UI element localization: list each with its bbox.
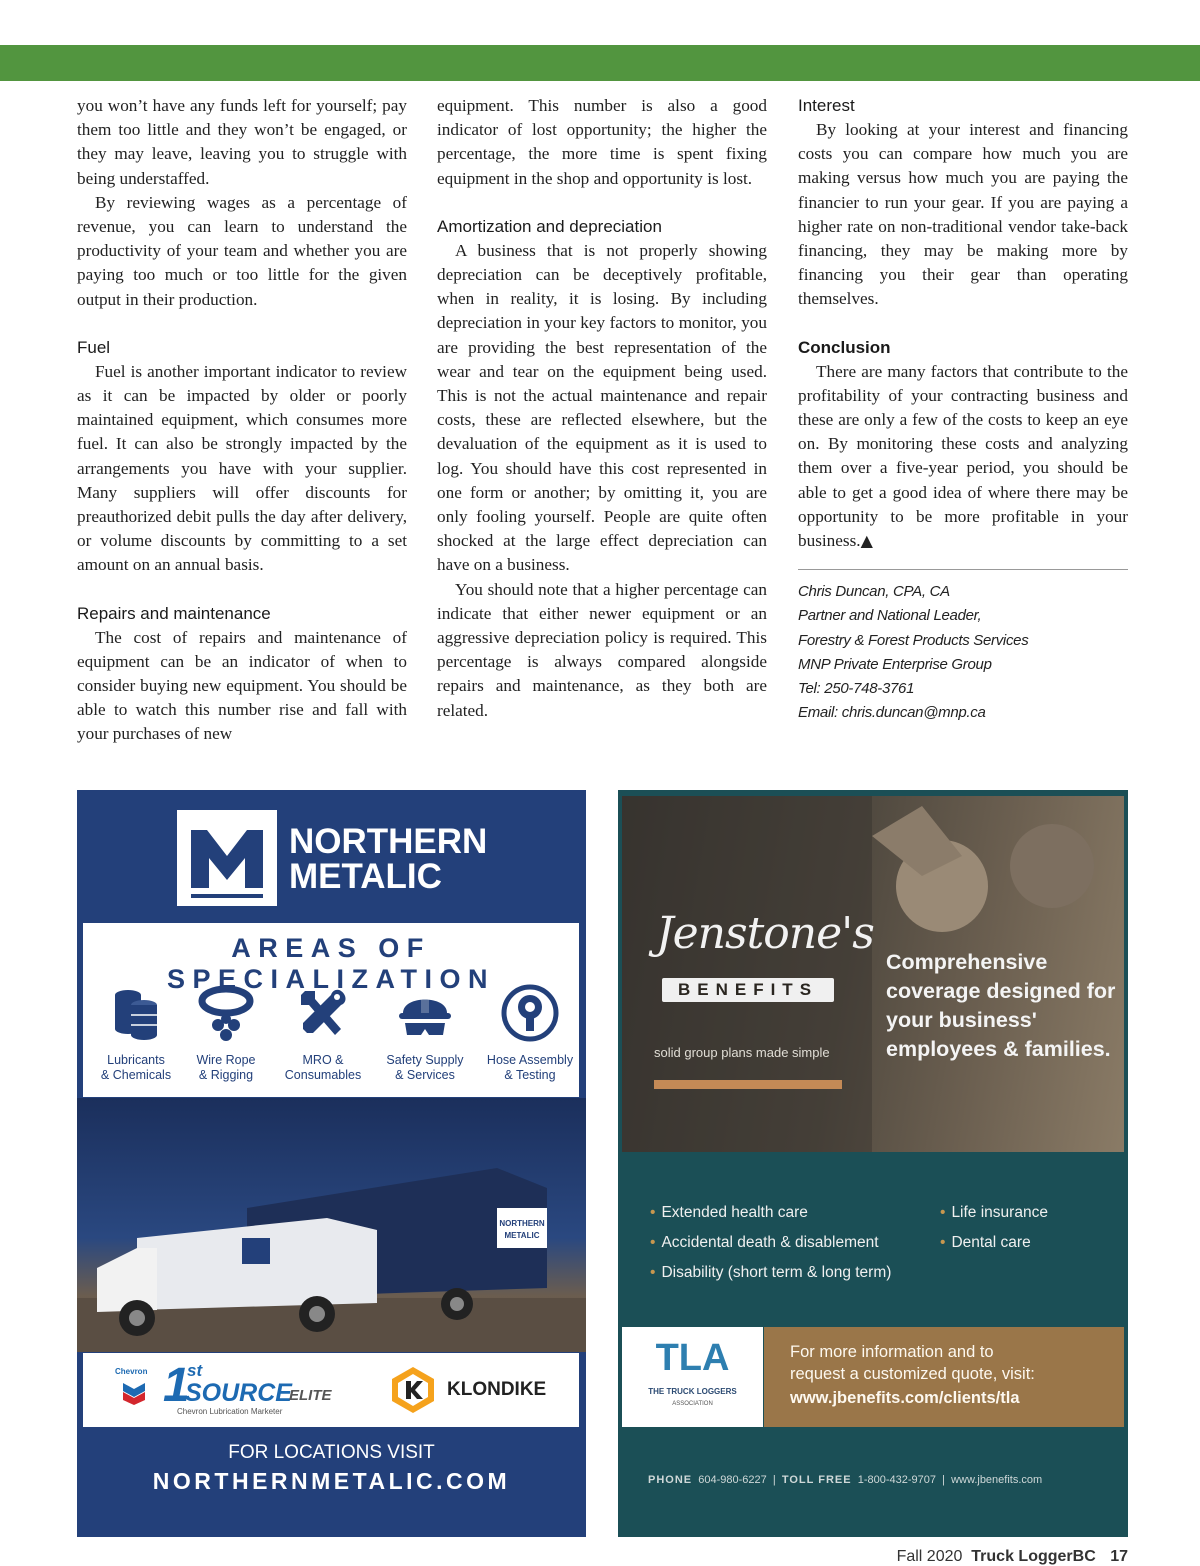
bullet-icon: •	[940, 1234, 946, 1251]
klondike-text: KLONDIKE	[447, 1379, 547, 1400]
first-source-st: st	[187, 1361, 203, 1380]
author-department: Forestry & Forest Products Services	[798, 631, 1029, 649]
bullet-icon: •	[650, 1204, 656, 1221]
truck-rear-label-2: METALIC	[504, 1231, 540, 1240]
phone-number[interactable]: 604-980-6227	[698, 1474, 767, 1486]
tla-logo	[622, 1327, 763, 1427]
quote-info-panel	[764, 1327, 1124, 1427]
label-line-1: Hose Assembly	[486, 1053, 574, 1067]
wire-rope-icon	[196, 983, 256, 1043]
specialization-safety	[379, 983, 471, 1082]
paragraph: You should note that a higher percentage can indicate that either newer equipment or an aggressive depreciation policy is required. This percentage is always compared alongside repairs and maintenance, as they both are related.	[437, 579, 767, 720]
paragraph: equipment. This number is also a good indicator of lost opportunity; the higher the percentage, the more time is spent fixing equipment in the shop and opportunity is lost.	[437, 96, 767, 188]
specialization-wire-rope	[180, 983, 272, 1082]
label-line-2: Consumables	[284, 1067, 362, 1082]
tree-end-mark-icon: ▲	[860, 531, 873, 551]
first-source-logo	[163, 1361, 363, 1421]
paragraph: By reviewing wages as a percentage of revenue, you can learn to understand the productivity of your team and whether you are paying too much or too little for the given output in their production.	[77, 192, 407, 309]
label-line-2: & Chemicals	[100, 1067, 172, 1082]
brand-line-1: NORTHERN	[289, 822, 488, 861]
paragraph: By looking at your interest and financing costs you can compare how much you are making versus how much you are paying the financier to run your gear. If you are paying a higher rate on non-traditional vendor take-back financing, they may be making more by financing you their gear than operating themselves.	[798, 120, 1128, 309]
brand-line-2: METALIC	[289, 857, 442, 896]
benefits-tagline: solid group plans made simple	[654, 1045, 830, 1060]
northern-metalic-ad[interactable]	[77, 790, 586, 1537]
info-line-1: For more information and to	[790, 1343, 994, 1361]
specialization-panel	[83, 923, 579, 1097]
quote-url[interactable]: www.jbenefits.com/clients/tla	[790, 1389, 1020, 1407]
article-column-2	[437, 94, 767, 723]
truck-rear-label: NORTHERN	[499, 1219, 545, 1228]
section-heading-fuel: Fuel	[77, 337, 111, 357]
list-item-text: Life insurance	[951, 1204, 1048, 1221]
label-line-2: & Testing	[504, 1067, 556, 1082]
article-column-1	[77, 94, 407, 747]
issue-label: Fall 2020	[896, 1548, 963, 1565]
chevron-text: Chevron	[115, 1367, 148, 1376]
tla-acronym: TLA	[655, 1337, 730, 1379]
first-source-number: 1	[163, 1359, 190, 1412]
hardhat-icon	[395, 983, 455, 1043]
northern-metalic-logo-icon	[177, 810, 277, 906]
author-name: Chris Duncan, CPA, CA	[798, 583, 950, 601]
klondike-logo-icon	[388, 1365, 438, 1415]
author-email[interactable]: Email: chris.duncan@mnp.ca	[798, 704, 986, 722]
page-footer	[897, 1548, 1128, 1566]
locations-visit-label: FOR LOCATIONS VISIT	[228, 1442, 435, 1463]
author-signature	[798, 569, 1128, 725]
paragraph-text: There are many factors that contribute to the profitability of your contracting business and these are only a few of the costs to keep an eye on. By monitoring these costs and analyzing them over a five-year period, you should be able to get a good idea of where there may be opportunity to be more profitable in your business.	[798, 361, 1128, 551]
page-number: 17	[1110, 1548, 1128, 1565]
first-source-elite: ELITE	[289, 1387, 332, 1404]
northern-metalic-url[interactable]: NORTHERNMETALIC.COM	[152, 1468, 511, 1494]
list-item	[650, 1198, 891, 1228]
barrels-icon	[106, 983, 166, 1043]
list-item-text: Accidental death & disablement	[661, 1234, 879, 1251]
list-item	[940, 1198, 1048, 1228]
specialization-hose	[484, 983, 576, 1082]
section-heading-interest: Interest	[798, 96, 855, 115]
specialization-title: AREAS OF SPECIALIZATION	[166, 933, 495, 994]
magazine-name: Truck LoggerBC	[971, 1548, 1096, 1565]
list-item	[650, 1258, 891, 1288]
first-source-sub: Chevron Lubrication Marketer	[177, 1407, 283, 1416]
tla-association: ASSOCIATION	[672, 1401, 713, 1407]
phone-label: PHONE	[648, 1474, 693, 1486]
author-phone: Tel: 250-748-3761	[798, 680, 915, 698]
jenstones-script-logo: Jenstone's	[656, 908, 874, 959]
label-line-1: Safety Supply	[386, 1053, 464, 1067]
label-line-2: & Rigging	[198, 1067, 254, 1082]
chevron-logo-icon	[115, 1367, 148, 1405]
tollfree-number[interactable]: 1-800-432-9707	[857, 1474, 936, 1486]
specialization-mro	[277, 983, 369, 1082]
bullet-icon: •	[650, 1234, 656, 1251]
section-heading-amortization: Amortization and depreciation	[437, 216, 662, 236]
paragraph	[798, 360, 1128, 554]
benefits-wordmark: BENEFITS	[662, 978, 834, 1002]
specialization-lubricants	[90, 983, 182, 1082]
bullet-icon: •	[650, 1264, 656, 1281]
bullet-icon: •	[940, 1204, 946, 1221]
label-line-2: & Services	[395, 1067, 455, 1082]
benefits-list-right	[940, 1198, 1048, 1258]
label-line-1: Lubricants	[107, 1053, 165, 1067]
tollfree-label: TOLL FREE	[781, 1474, 852, 1486]
benefits-headline: Comprehensive coverage designed for your business' employees & families.	[886, 950, 1116, 1061]
family-photo	[622, 796, 1124, 1152]
accent-bar	[654, 1080, 842, 1089]
website-link[interactable]: www.jbenefits.com	[951, 1474, 1043, 1486]
list-item	[940, 1228, 1048, 1258]
tla-full-name: THE TRUCK LOGGERS	[648, 1387, 737, 1396]
author-organization: MNP Private Enterprise Group	[798, 655, 992, 673]
header-green-bar	[0, 45, 1200, 81]
paragraph: The cost of repairs and maintenance of equipment can be an indicator of when to consider buying new equipment. You should be able to watch this number rise and fall with your purchases of new	[77, 627, 407, 744]
trucks-photo	[77, 1098, 586, 1352]
first-source-word: SOURCE	[185, 1379, 292, 1407]
label-line-1: MRO &	[302, 1053, 344, 1067]
hose-icon	[500, 983, 560, 1043]
list-item	[650, 1228, 891, 1258]
section-heading-repairs: Repairs and maintenance	[77, 603, 271, 623]
partner-logos	[83, 1353, 579, 1427]
northern-metalic-wordmark	[289, 824, 487, 894]
contact-line: PHONE 604-980-6227 | TOLL FREE 1-800-432-9707 | www.jbenefits.com	[648, 1474, 1043, 1486]
label-line-1: Wire Rope	[196, 1053, 256, 1067]
author-title: Partner and National Leader,	[798, 607, 982, 625]
paragraph: you won’t have any funds left for yourself; pay them too little and they won’t be engaged, or they may leave, leaving you to struggle with being understaffed.	[77, 96, 407, 188]
paragraph: A business that is not properly showing depreciation can be deceptively profitable, when in reality, it is losing. By including depreciation in your key factors to monitor, you are providing the best representation of the wear and tear on the equipment being used. This is not the actual maintenance and repair costs, these are reflected elsewhere, but the devaluation of the equipment as it is used to log. You should have this cost represented in one form or another; by omitting it, you are only fooling yourself. People are quite often shocked at the large effect depreciation can have on a business.	[437, 240, 767, 575]
benefits-list-left	[650, 1198, 891, 1288]
paragraph: Fuel is another important indicator to review as it can be impacted by older or poorly maintained equipment, which consumes more fuel. It can also be strongly impacted by the arrangements you have with your supplier. Many suppliers will offer discounts for preauthorized debit pulls the day after delivery, or volume discounts by committing to a set amount on an annual basis.	[77, 361, 407, 575]
article-column-3	[798, 94, 1128, 725]
info-line-2: request a customized quote, visit:	[790, 1365, 1035, 1383]
jenstones-benefits-ad[interactable]	[618, 790, 1128, 1537]
section-heading-conclusion: Conclusion	[798, 337, 891, 357]
list-item-text: Disability (short term & long term)	[661, 1264, 892, 1281]
list-item-text: Extended health care	[661, 1204, 808, 1221]
list-item-text: Dental care	[951, 1234, 1031, 1251]
tools-icon	[293, 983, 353, 1043]
